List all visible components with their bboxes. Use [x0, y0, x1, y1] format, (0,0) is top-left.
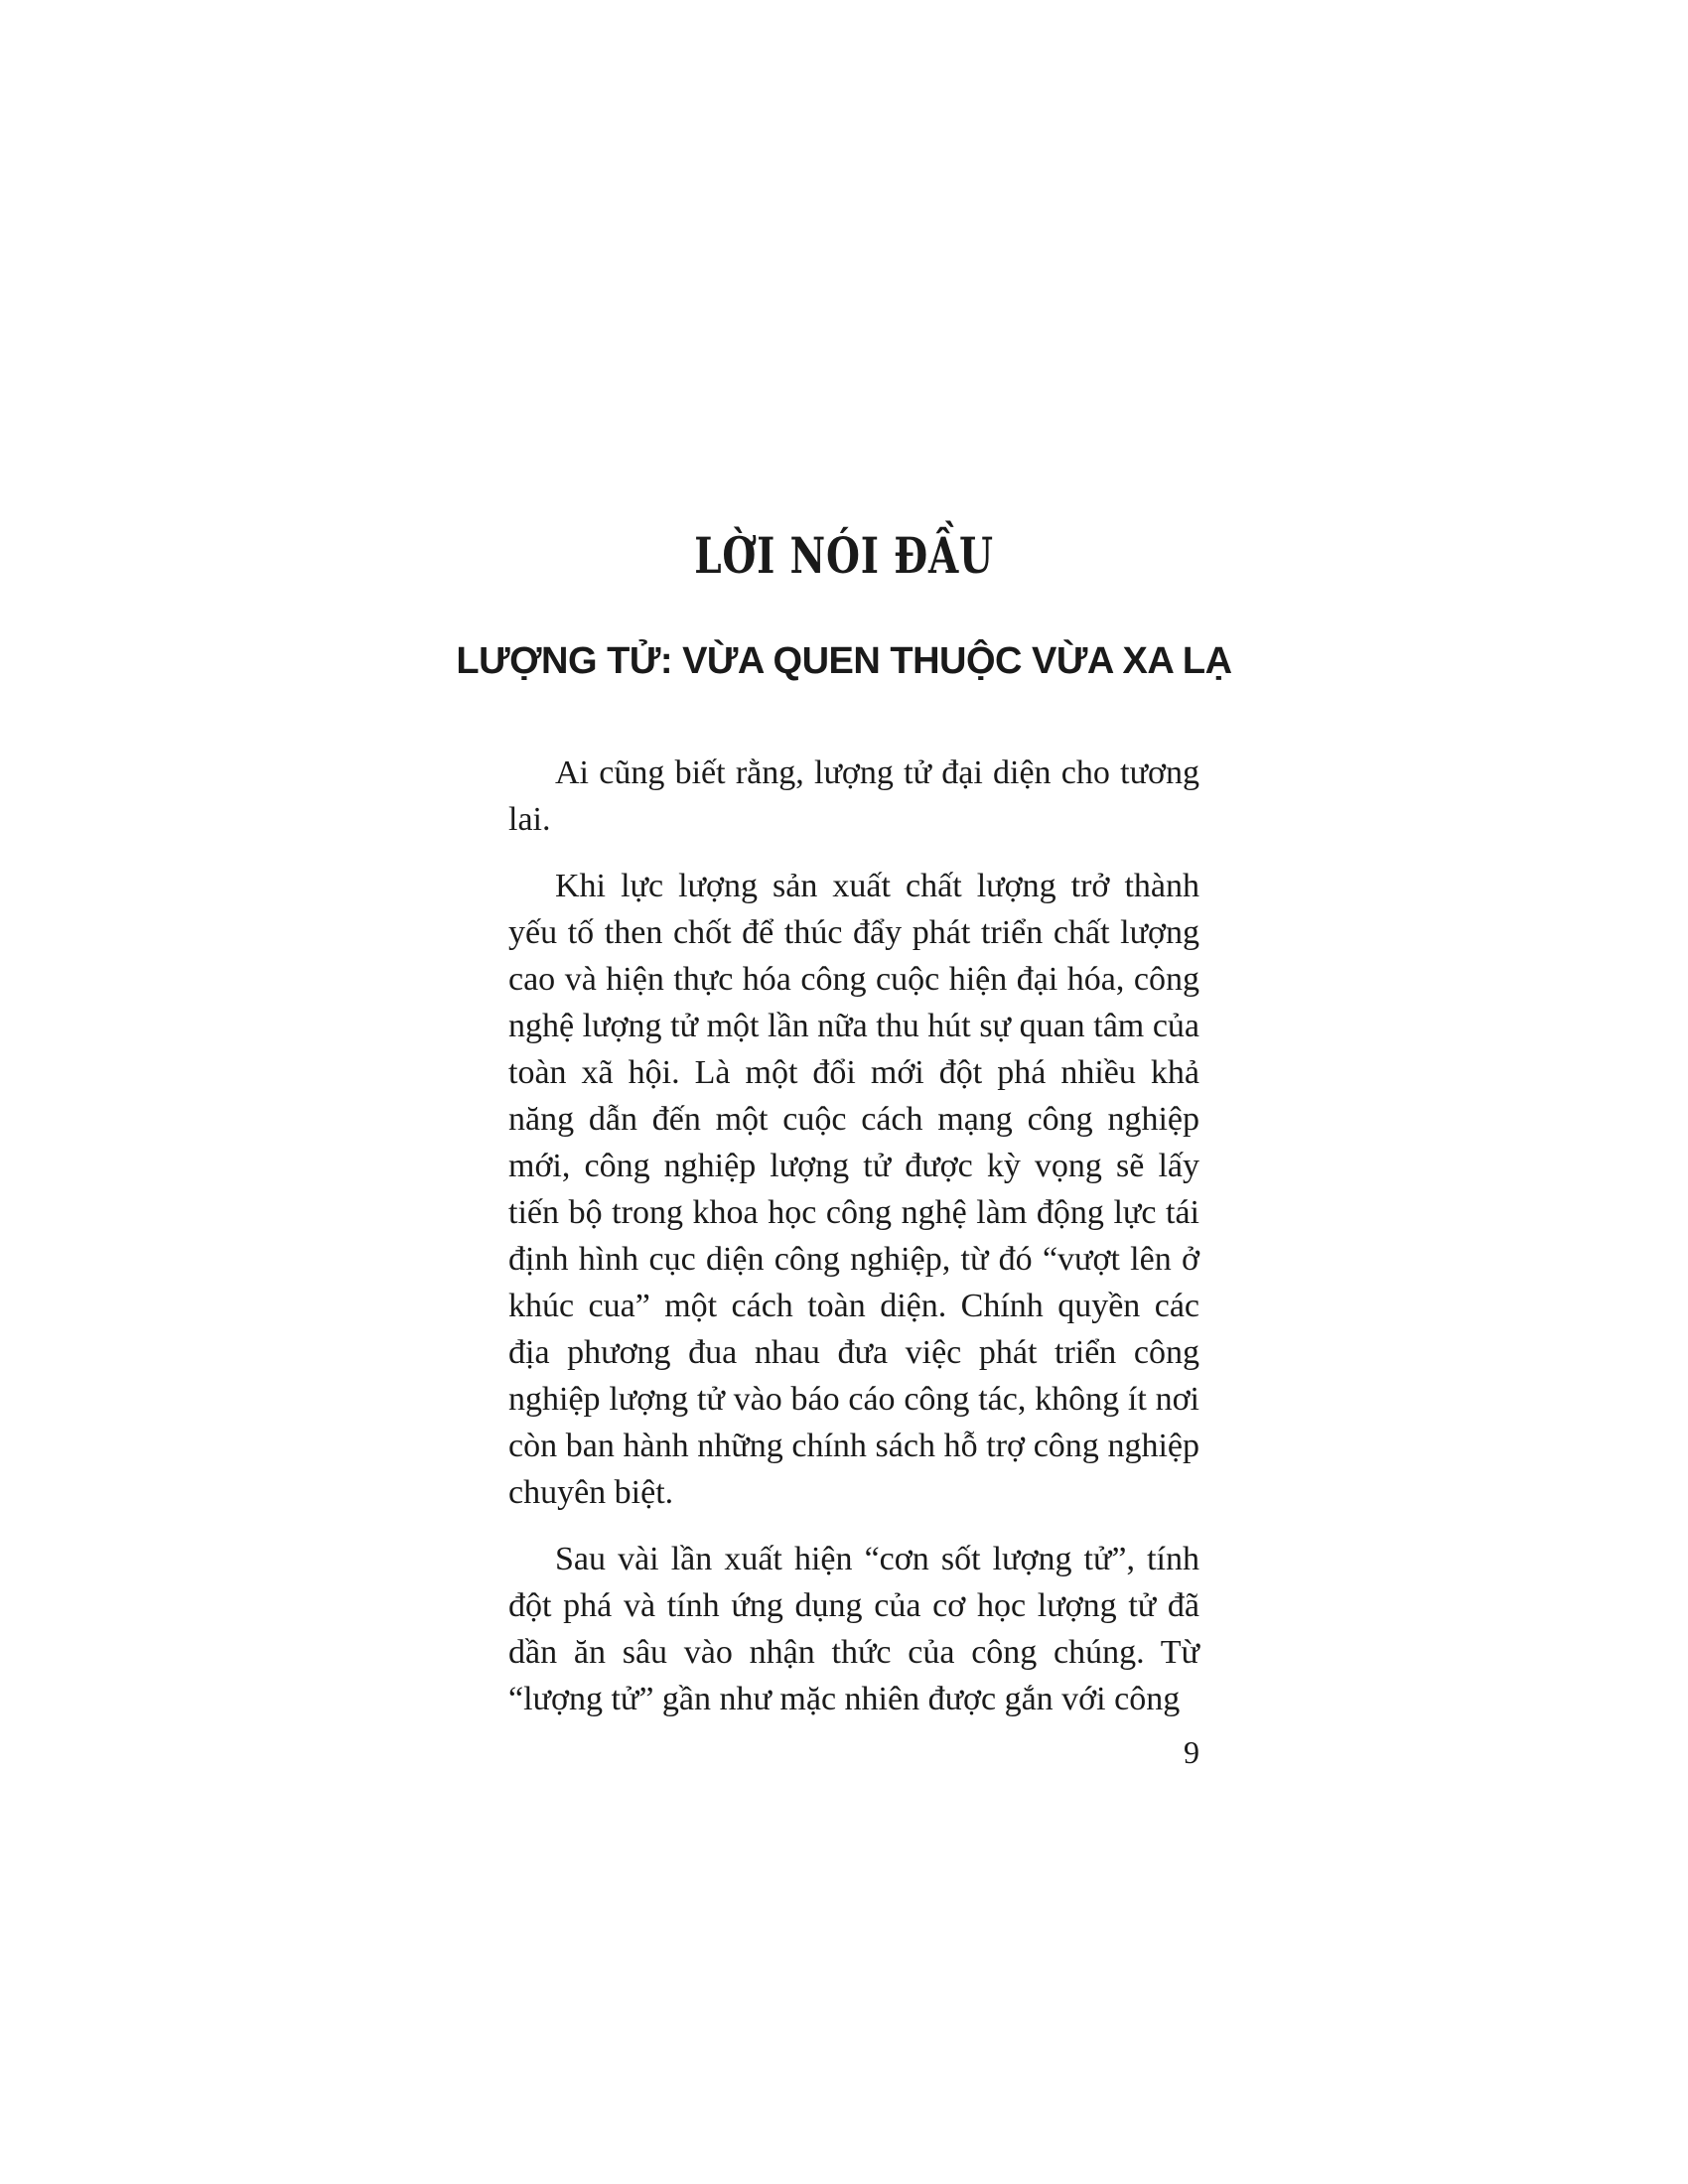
body-text: [508, 750, 1199, 1742]
page-number: 9: [1184, 1734, 1199, 1770]
chapter-subtitle: LƯỢNG TỬ: VỪA QUEN THUỘC VỪA XA LẠ: [456, 640, 1232, 682]
paragraph: Ai cũng biết rằng, lượng tử đại diện cho tương lai.: [508, 754, 1199, 838]
paragraph: Sau vài lần xuất hiện “cơn sốt lượng tử”, tính đột phá và tính ứng dụng của cơ học lượng tử đã dần ăn sâu vào nhận thức của công chúng. Từ “lượng tử” gần như mặc nhiên được gắn với công: [508, 1541, 1199, 1717]
paragraph: Khi lực lượng sản xuất chất lượng trở thành yếu tố then chốt để thúc đẩy phát triển chất lượng cao và hiện thực hóa công cuộc hiện đại hóa, công nghệ lượng tử một lần nữa thu hút sự quan tâm của toàn xã hội. Là một đổi mới đột phá nhiều khả năng dẫn đến một cuộc cách mạng công nghiệp mới, công nghiệp lượng tử được kỳ vọng sẽ lấy tiến bộ trong khoa học công nghệ làm động lực tái định hình cục diện công nghiệp, từ đó “vượt lên ở khúc cua” một cách toàn diện. Chính quyền các địa phương đua nhau đưa việc phát triển công nghiệp lượng tử vào báo cáo công tác, không ít nơi còn ban hành những chính sách hỗ trợ công nghiệp chuyên biệt.: [508, 868, 1199, 1511]
chapter-title: LỜI NÓI ĐẦU: [694, 526, 994, 585]
